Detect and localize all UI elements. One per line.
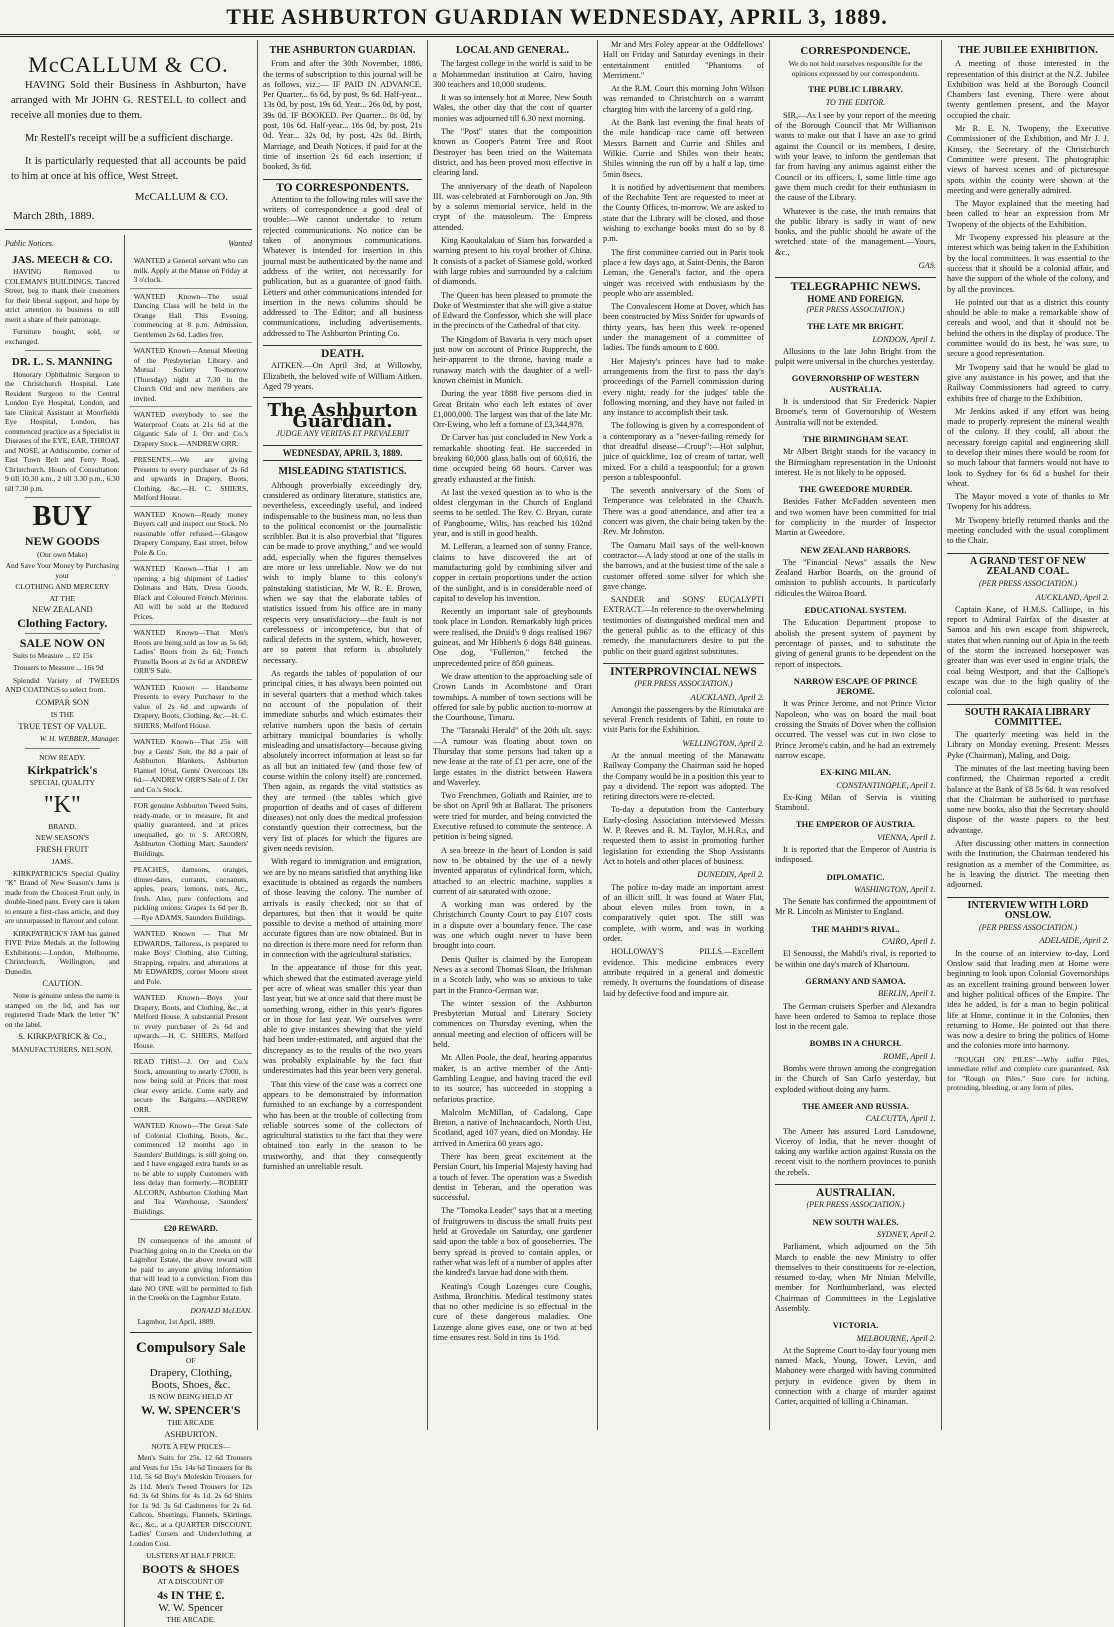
compulsory-boots-shoes: BOOTS & SHOES: [142, 1561, 240, 1576]
dateline: WASHINGTON, April 1.: [854, 884, 936, 894]
south-rakaia-paragraph: After discussing other matters in connection with the Institution, the Chairman tendered his resignation as a member of the Committee, as he is leaving the district. The meeting then adjourned.: [947, 839, 1109, 890]
editorial-paragraph: As regards the tables of population of our principal cities, it has always been pointed out in several quarters that a method which takes no account of the population of their immediate suburbs and which estimates their relative numbers upon the basis of certain arbitrary municipal boundaries is wholly misleading and unsatisfactory—because giving absolutely incorrect information at least so far as all but an initiated few (and those few of course within the colony itself) are concerned. Then again, as regards the vital statistics as they are termed (the tables which give proportion of deaths and of cases of different diseases) not only does the medical profession constantly question their correctness, but the very list of places for which the figures are given needs revision.: [263, 669, 422, 854]
news-item: M. Lefferan, a learned son of sunny France, claims to have discovered the art of manufacturing gold by combining silver and copper in certain proportions under the action of the sunlight, and is in considerable need of capital to develop his invention.: [433, 542, 592, 603]
kirk-title: Kirkpatrick's: [27, 763, 98, 778]
caution-title: CAUTION.: [42, 979, 83, 989]
news-item: The Queen has been pleased to promote the Duke of Westminster that she will give a statue of Edward the Confessor, which she will place in the precincts of the Cathedral of that city.: [433, 290, 592, 331]
cable-heading: EX-KING MILAN.: [820, 767, 891, 778]
kirk-text1: KIRKPATRICK'S Special Quality "K" Brand of New Season's Jams is made from the Choicest Fruit only, in double-lined pans. Every care is taken to ensure a first-class article, and they are unsurpassed in flavour and colour.: [5, 868, 120, 926]
manning-text: Honorary Ophthalmic Surgeon to the Christchurch Hospital. Late Resident Surgeon to the Central London Eye Hospital, London, and late Clinical Assistant at Moorfields Eye Hospital, London, has commenced practice as a Specialist in Diseases of the EYE, EAR, THROAT and NOSE, at Addiscombe, corner of East Town Belt and Ferry Road, Christchurch. Hours of Consultation: 9 till 10.30 a.m., 2 till 3.30 p.m., 6.30 till 7.30 p.m.: [5, 369, 120, 493]
rough-on-piles-ad: "ROUGH ON PILES"—Why suffer Piles, immediate relief and complete cure guaranteed. Ask for "Rough on Piles." Sure cure for itching, protruding, bleeding, or any form of piles.: [947, 1054, 1109, 1093]
wanted-ad: WANTED Known—That I am opening a big shipment of Ladies' Dolmans and Hats, Dress Goods, Black and Coloured French Merinos. All will be sold at the Reduced Prices.: [130, 561, 252, 625]
kirk-signature: S. KIRKPATRICK & Co.,: [18, 1032, 107, 1042]
news-item: HOLLOWAY'S PILLS.—Excellent evidence. This medicine embraces every attribute required in a general and domestic remedy. It overturns the foundations of disease laid by defective food and impure air.: [603, 947, 764, 998]
kirk-brand: BRAND.: [48, 821, 77, 831]
cable-heading: BOMBS IN A CHURCH.: [809, 1038, 902, 1049]
wanted-ad: WANTED Known—Annual Meeting of the Presbyterian Library and Mutual Society To-morrow (Thursday) night at 7.30 in the Church Old and new members are invited.: [130, 343, 252, 407]
editorial-paragraph: In the appearance of those for this year, which shewed that the estimated average yield per acre of wheat was smaller this year than last year, but we at once said that there must be something wrong, either in this year's figures or in those for last year. We ourselves were able to give instances shewing that the yield had been under-estimated, and argued that the discrepancy as to the results of the two years was probably explainable by the fact that underestimates had this year been very general.: [263, 963, 422, 1076]
news-item: The anniversary of the death of Napoleon III. was celebrated at Farnborough on Jan. 9th by a solemn memorial service, held in the crypt of the mausoleum. The Empress attended.: [433, 181, 592, 232]
jubilee-paragraph: Mr Twopeny briefly returned thanks and the meeting concluded with the usual compliment to the Chair.: [947, 515, 1109, 546]
compar-line2: IS THE: [50, 710, 74, 720]
letter-paragraph: Whatever is the case, the truth remains that the public library is sadly in want of new books, and the public should be aware of the wretched state of the management.—Yours, &c.,: [775, 206, 936, 257]
south-rakaia-paragraph: The minutes of the last meeting having been confirmed, the Chairman reported a credit balance at the Bank of £8 5s 6d. It was resolved that the Chairman be authorised to purchase some new books, also that the Secretary should dispose of the waste papers to the best advantage.: [947, 764, 1109, 835]
kirk-k-brand: "K": [43, 791, 81, 818]
dateline: WELLINGTON, April 2.: [682, 738, 764, 748]
dateline: DUNEDIN, April 2.: [697, 870, 764, 880]
mccallum-receipt-note: Mr Restell's receipt will be a sufficient discharge.: [25, 133, 233, 145]
compulsory-price-list: Men's Suits for 25s. 12 6d Trousers and Vests for 15s. 14s 6d Trousers for 8s 11d. 5s 6d Boy's Moleskin Trousers for 2s 11d. Men's Tweed Trousers for 12s 6d. 3s 6d Shirts for 4s 1d. 2s 6d Shirts for 1s 9d. 3s 6d Cashmeres for 2s 6d. Calicos, Sheetings, Flannels, Skirtings, &c., &c., at a QUARTER DISCOUNT. Ladies' Corsets and Underclothing at London Cost.: [129, 1453, 252, 1548]
jubilee-paragraph: A meeting of those interested in the representation of this district at the N.Z. Jubilee Exhibition was held at the Borough Council Chambers last evening. There were about twenty gentlemen present, and the Mayor occupied the chair.: [947, 59, 1109, 120]
sale-trousers: Trousers to Measure ... 16s 9d: [13, 663, 104, 673]
cable-text: The German cruisers Sperber and Alexandra have been ordered to Samoa to replace those lost in the recent gale.: [775, 1001, 936, 1032]
wanted-ad: WANTED Known—Ready money Buyers call and inspect our Stock. No reasonable offer refused.—Glasgow Drapery Company, East street, below Pole & Co.: [130, 507, 252, 562]
jubilee-title: THE JUBILEE EXHIBITION.: [958, 45, 1098, 56]
masthead: [0, 0, 1114, 37]
cable-text: Allusions to the late John Bright from the pulpit were universal in the churches yesterday.: [775, 346, 936, 367]
mccallum-notice: HAVING Sold their Business in Ashburton, have arranged with Mr JOHN G. RESTELL to collect and receive all monies due to them.: [11, 80, 246, 122]
cable-heading: THE LATE MR BRIGHT.: [807, 321, 904, 332]
news-item: At the Bank last evening the final heats of the mile handicap race came off between Messrs Barnett and Currie and Shiles and Wilkie. Currie and Shiles won their heats; Shiles winning the run off by a half a lap, time 5min 8secs.: [603, 118, 764, 179]
death-title: DEATH.: [263, 345, 422, 359]
cable-text: Mr Albert Bright stands for the vacancy in the Birmingham representation in the Unionist interest. He is not likely to be opposed.: [775, 447, 936, 477]
news-item: Denis Quilter is claimed by the European News as a second Thomas Sloan, the Irishman in a Scotch lady, who was so anxious to take part in the Franco-German war.: [433, 954, 592, 995]
manning-title: DR. L. S. MANNING: [11, 356, 113, 369]
dateline: VIENNA, April 1.: [877, 832, 936, 842]
buy-clothing: CLOTHING AND MERCERY: [15, 582, 110, 592]
news-item: Mr. Allen Poole, the deaf, hearing apparatus maker, is an active member of the Anti-Gambling League, and having traced the evil to its source, has succeeded in stopping a nefarious practice.: [433, 1053, 592, 1104]
dateline: ADELAIDE, April 2.: [1039, 936, 1109, 946]
news-item: At last the vexed question as to who is the oldest clergyman in the Church of England seems to be settled. The Rev. C. Bryan, curate of Pangbourne, Wilts, has reached his 102nd year, and is still in good health.: [433, 487, 592, 539]
cable-text: Besides Father McFadden seventeen men and two women have been committed for trial for complicity in the murder of Inspector Martin at Gweedore.: [775, 497, 936, 538]
cable-heading: GOVERNORSHIP OF WESTERN AUSTRALIA.: [791, 373, 920, 394]
mccallum-request: It is particularly requested that all accounts be paid to him at once at his office, West Street.: [11, 156, 246, 183]
reward-text: IN consequence of the amount of Poaching going on in the Creeks on the Lagmhor Estate, the above reward will be paid to anyone giving information that will lead to a conviction. From this date NO ONE will be permitted to fish in the Creeks on the Lagmhor Estate.: [129, 1236, 252, 1303]
sale-tweeds: Splendid Variety of TWEEDS AND COATINGS to select from.: [5, 675, 120, 695]
cable-text: Parliament, which adjourned on the 5th March to enable the new Ministry to offer themselves to their constituents for re-election, resumed to-day, when Mr Ninian Melville, member for Northumberland, was elected Chairman of Committees in the Legislative Assembly.: [775, 1242, 936, 1313]
column-correspondence-telegraphic: [770, 40, 942, 1430]
news-item: The Kingdom of Bavaria is very much upset just now on account of Prince Rupprecht, the heir-apparent to the throne, having made a runaway match with the daughter of a well-known chemist in Munich.: [433, 334, 592, 385]
jubilee-paragraph: Mr R. E. N. Twopeny, the Executive Commissioner of the Exhibition, and Mr J. J. Kinsey, the Secretary of the Christchurch Committee were present. The photographic views of harvest scenes and of picturesque spots within the county were shown at the meeting and were generally admired.: [947, 124, 1109, 195]
news-item: Dr Carver has just concluded in New York a remarkable shooting feat. He succeeded in breaking 60,000 glass balls out of 60,616, the time occupied being 68 hours. Carver was greatly exhausted at the finish.: [433, 433, 592, 484]
to-the-editor: TO THE EDITOR.: [825, 97, 886, 107]
sale-title: SALE NOW ON: [19, 635, 105, 650]
letter-paragraph: SIR,—As I see by your report of the meeting of the Borough Council that Mr Williamson wants to make out that I have an axe to grind against the Council or its members, I desire, with your leave, to inform the gentleman that far from having any animus against either the Council or its officers, I, some little time ago gave them much credit for their enthusiasm in the cause of the Library.: [775, 110, 936, 203]
coal-text: Captain Kane, of H.M.S. Calliope, in his report to Admiral Fairfax of the disaster at Samoa and his own escape from shipwreck, states that when running out of Apia in the teeth of the storm the increased horsepower was greater than was ever used in engine trials, the coal being Westport, and that the Calliope's escape was due to the high quality of the colonial coal.: [947, 604, 1109, 697]
news-item: During the year 1888 five persons died in Great Britain who each left estates of over £1,000,000. The largest was that of the late Mr. Orr-Ewing, who left a fortune of £3,344,978.: [433, 389, 592, 430]
mccallum-title: McCALLUM & CO.: [28, 52, 229, 77]
paper-date: WEDNESDAY, APRIL 3, 1889.: [263, 445, 422, 461]
news-item: Malcolm McMillan, of Cadalong, Cape Breton, a native of Inchnacardoch, North Uist, Scotland, aged 107 years, died on Monday. He arrived in America 60 years ago.: [433, 1107, 592, 1148]
now-ready: NOW READY.: [39, 752, 86, 762]
wanted-ad: WANTED a General servant who can milk. Apply at the Manse on Friday at 3 o'clock.: [130, 253, 252, 289]
news-item: Amongst the passengers by the Rimutaka are several French residents of Tahiti, en route to visit Paris for the Exhibition.: [603, 704, 764, 735]
subscription-terms: From and after the 30th November, 1886, the terms of subscription to this journal will be as follows, viz.:— IF PAID IN ADVANCE. Per Quarter... 6s 6d, by post, 9s 6d. Half-year... 13s 0d, by post, 19s 6d. Year... 26s 0d, by post, 39s 0d. IF BOOKED. Per Quarter... 8s 0d, by post, 10s 6d. Half-year... 16s 0d, by post, 21s 0d. Year... 32s 0d, by post, 42s 0d. Birth, Marriage, and Death Notices, if paid for at the time of insertion 2s 6d each insertion; if booked, 3s 6d.: [263, 59, 422, 172]
column-jubilee-exhibition: [942, 40, 1114, 1430]
dateline: AUCKLAND, April 2.: [1035, 592, 1109, 602]
buy-new-zealand: NEW ZEALAND: [32, 605, 93, 615]
compulsory-signature: W. W. Spencer: [158, 1602, 224, 1615]
section-label-public-notices: Public Notices.: [5, 238, 54, 248]
wanted-ad: WANTED Known—Boys your Drapery, Boots, and Clothing, &c., at Melford House. A substantial Present to every purchaser of 2s 6d and upwards.—H. C. SHIERS, Melford House.: [130, 990, 252, 1054]
kirk-special: SPECIAL QUALITY: [29, 778, 95, 788]
wanted-ad: WANTED Known—That 25s will buy a Gents' Suit, the 8d a pair of Ashburton Blankets, Ashburton Flannel 10½d, Gents' Overcoats 18s 6d.—ANDREW ORR'S Sale of J. Orr and Co.'s Stock.: [130, 734, 252, 798]
buy-save-money: And Save Your Money by Purchasing your: [5, 561, 119, 580]
south-rakaia-paragraph: The quarterly meeting was held in the Library on Monday evening. Present: Messrs Pyke (Chairman), Maling, and Doig.: [947, 730, 1109, 760]
compulsory-of: OF: [186, 1356, 196, 1366]
news-item: The largest college in the world is said to be a Mohammedan institution at Cairo, having 300 teachers and 10,000 students.: [433, 59, 592, 89]
dateline: CONSTANTINOPLE, April 1.: [836, 780, 936, 790]
mccallum-date: March 28th, 1889.: [13, 209, 95, 222]
news-item: The following is given by a correspondent of a contemporary as a "never-failing remedy for that dreadful disease—Croup":—Hot sulphur, juice of quicklime, 1oz of cream of tartar, well mixed. For a child a teaspoonful; for a grown person a tablespoonful.: [603, 421, 764, 482]
jubilee-paragraph: He pointed out that as a district this county should be able to make a remarkable show of cereals and wool, and that it should not be behind the others in the display of produce. The committee would do its best, he was sure, to secure a good representation.: [947, 297, 1109, 359]
wanted-ad: PRESENTS.—We are giving Presents to every purchaser of 2s 6d and upwards in Drapery, Boots, Clothing, &c.—H. C. SHIERS, Melford House.: [130, 452, 252, 507]
cable-heading: NEW ZEALAND HARBORS.: [800, 544, 911, 555]
compulsory-ashburton: ASHBURTON.: [164, 1429, 218, 1439]
section-label-wanted: Wanted: [228, 238, 252, 248]
buy-at-the: AT THE: [49, 593, 75, 603]
cable-heading: GERMANY AND SAMOA.: [805, 975, 906, 986]
correspondents-text: Attention to the following rules will save the writers of correspondence a good deal of trouble:—We cannot undertake to return rejected communications. No notice can be taken of anonymous communications. Whatever is intended for insertion in this journal must be authenticated by the name and address of the writer, not necessarily for publication, but as a guarantee of good faith. Letters and other communications intended for insertion in the news columns should be addressed to The Editor; and all business communications, including advertisements, addressed to The Ashburton Printing Co.: [263, 194, 422, 338]
compar-line1: COMPAR SON: [35, 697, 90, 707]
wanted-ad: WANTED Known — Handsome Presents to every Purchaser to the value of 2s 6d and upwards of Drapery, Boots, Clothing, &c.—H. C. SHIERS, Melford House.: [130, 680, 252, 735]
nsw-heading: NEW SOUTH WALES.: [812, 1216, 899, 1227]
interprovincial-press: (PER PRESS ASSOCIATION.): [634, 679, 733, 689]
jubilee-paragraph: Mr Jenkins asked if any effort was being made to properly represent the mineral wealth of the colony. If they could, all about the necessary foreign capital and engineering skill to develop their mines there would be room for so much labour that farmers would not have to look to Sydney for 6s 6d a bushel for their wheat.: [947, 406, 1109, 488]
column-editorial: [258, 40, 428, 1430]
wanted-ad: WANTED Known—The Great Sale of Colonial Clothing, Boots, &c., commenced 12 months ago in Saunders' Buildings, is still going on, and I have engaged extra hands so as to be able to supply Customers with less delay than formerly.—ROBERT ALCORN, Ashburton Clothing Mart and Tea Warehouse, Saunders' Buildings.: [130, 1118, 252, 1220]
news-item: A sea breeze in the heart of London is said now to be obtained by the use of a newly invented apparatus of cylindrical form, which, attached to an electric machine, supplies a current of air saturated with ozone.: [433, 845, 592, 896]
column-local-general: [428, 40, 598, 1430]
victoria-heading: VICTORIA.: [832, 1320, 879, 1331]
cable-text: The Senate has confirmed the appointment of Mr R. Lincoln as Minister to England.: [775, 897, 936, 917]
paper-title: The Ashburton Guardian.: [267, 400, 418, 432]
news-item: At the R.M. Court this morning John Wilson was remanded to Christchurch on a warrant charging him with the larceny of a gold ring.: [603, 84, 764, 114]
cable-heading: THE AMEER AND RUSSIA.: [802, 1100, 909, 1111]
reward-date: Lagmhor, 1st April, 1889.: [137, 1317, 216, 1327]
news-item: There has been great excitement at the Persian Court, his Imperial Majesty having had a touch of fever. The operation was a Swedish dentist in Teheran, and the operation was successful.: [433, 1151, 592, 1203]
dateline: ROME, April 1.: [883, 1051, 936, 1061]
editorial-paragraph: Although proverbially exceedingly dry, considered as ordinary literature, statistics are, nevertheless, exceedingly useful, and indeed indispensable to the business man, no less than to the political economist or the journalistic scribbler. But it is also proverbial that "figures can be made to prove anything," and we would add, especially when the figures themselves are more or less unreliable. Now we do not wish to imply blame to this colony's painstaking statistician, Mr W. R. E. Brown, when we say that the elaborate tables of statistics issued from his office are in many respects very unsatisfactory—the fault is not carelessness or incompetence, but that of radical defects in the system, which, however, are so patent that reform is absolutely necessary.: [263, 480, 422, 665]
news-item: Keating's Cough Lozenges cure Coughs, Asthma, Bronchitis. Medical testimony states that no other medicine is so effectual in the cure of these dangerous maladies. One Lozenge alone gives ease, one or two at bed time ensures rest. Sold in tins 1s 1½d.: [433, 1281, 592, 1343]
buy-headline: BUY: [32, 501, 92, 533]
interview-title: INTERVIEW WITH LORD ONSLOW.: [947, 897, 1109, 922]
cable-heading: NARROW ESCAPE OF PRINCE JEROME.: [793, 675, 918, 697]
australian-press: (PER PRESS ASSOCIATION.): [806, 1200, 905, 1210]
buy-clothing-factory: Clothing Factory.: [17, 616, 108, 631]
cable-text: It was Prince Jerome, and not Prince Victor Napoleon, who was on board the mail boat crossing the Straits of Dover when the collision occurred. The vessel was cut in two close to Prince Jerome's cabin, and he had an extremely narrow escape.: [775, 699, 936, 760]
dateline: CAIRO, April 1.: [881, 937, 936, 947]
news-item: The "Post" states that the composition known as Cooper's Patent Tree and Root Destroyer has been tried on the Waitemata district, and has been proved most effective in clearing land.: [433, 127, 592, 178]
dateline: MELBOURNE, April 2.: [856, 1333, 936, 1343]
death-notice: AITKEN.—On April 3rd, at Willowby, Elizabeth, the beloved wife of William Aitken. Aged 79 years.: [263, 361, 422, 391]
guardian-header: THE ASHBURTON GUARDIAN.: [269, 45, 416, 56]
news-item: Recently an important sale of greyhounds took place in London. Remarkably high prices were realised, the Druid's 9 dogs realised 1967 guineas, and Mr Hibbert's 6 dogs 848 guineas. One dog, "Fullerton," fetched the unprecedented price of 850 guineas.: [433, 607, 592, 668]
cable-text: Bombs were thrown among the congregation in the Church of San Carlo yesterday, but exploded without doing any harm.: [775, 1064, 936, 1094]
news-item: SANDER and SONS' EUCALYPTI EXTRACT.—In reference to the overwhelming testimonies of distinguished medical men and the general public as to the efficacy of this remedy, the manufacturers desire to put the public on their guard against substitutes.: [603, 595, 764, 656]
cable-heading: THE BIRMINGHAM SEAT.: [802, 433, 909, 444]
dateline: SYDNEY, April 2.: [876, 1229, 936, 1239]
news-item: The "Tomoka Leader" says that at a meeting of fruitgrowers to discuss the small fruits pest held at Grovedale on Saturday, one gardener said upon the table a box of gooseberries. The berry spread is proved to contain apples, or rather what was left of a number of apples after the kindred's larvae had done with them.: [433, 1206, 592, 1278]
correspondence-disclaimer: We do not hold ourselves responsible for the opinions expressed by our correspondents.: [788, 59, 923, 78]
cable-text: The Education Department propose to abolish the present system of payment by percentage of passes, and to substitute the giving of general grants to be dependent on the report of inspectors.: [775, 618, 936, 669]
paper-motto: JUDGE ANY VERITAS ET PREVALEBIT: [276, 428, 409, 438]
cable-text: The "Financial News" assails the New Zealand Harbor Boards, on the ground of omission to publish accounts. It particularly ridicules the Wairoa Board.: [775, 557, 936, 598]
cable-heading: DIPLOMATIC.: [826, 871, 885, 882]
cable-text: At the Supreme Court to-day four young men named Mack, Young, Tower, Levin, and Mahoney were charged with having committed perjury in evidence given by them in connection with a charge of murder against Carter, acquitted of killing a Chinaman.: [775, 1345, 936, 1407]
correspondents-title: TO CORRESPONDENTS.: [263, 179, 422, 193]
news-item: The seventh anniversary of the Sons of Temperance was celebrated in the Church. There was a good attendance, and after tea a concert was given, the chair being taken by the Rev. Mr Johnston.: [603, 486, 764, 537]
kirk-text2: KIRKPATRICK'S JAM has gained FIVE Prize Medals at the following Exhibitions:—London, Melbourne, Christchurch, Wellington, and Dunedin.: [5, 928, 120, 976]
meech-footer: Furniture bought, sold, or exchanged.: [5, 327, 120, 346]
cable-text: It is understood that Sir Frederick Napier Broome's term of Governorship of Western Australia will not be extended.: [775, 397, 936, 427]
dateline: AUCKLAND, April 2.: [690, 692, 764, 702]
cable-heading: THE MAHDI'S RIVAL.: [811, 923, 900, 934]
dateline: CALCUTTA, April 1.: [865, 1114, 936, 1124]
news-item: We draw attention to the approaching sale of Crown Lands in Acombstone and Orari townships. A number of town sections will be offered for sale by public auction to-morrow at the Courthouse, Timaru.: [433, 671, 592, 723]
subcolumn-public-notices: [5, 235, 124, 1627]
wanted-ad: FOR genuine Ashburton Tweed Suits, ready-made, or to measure, fit and quality guaranteed, and at prices unequalled, go to S. ARCORN, Ashburton Clothing Mart, Saunders' Buildings.: [130, 798, 252, 862]
home-foreign: HOME AND FOREIGN.: [807, 293, 904, 304]
kirk-jams: JAMS.: [51, 857, 73, 867]
correspondence-title: CORRESPONDENCE.: [800, 45, 911, 57]
news-item: The first committee carried out in Paris took place a few days ago, at Saint-Denis, the Baron Leman, the General's factor, and the opera singer was received with enthusiasm by the people who are assembled.: [603, 247, 764, 298]
jubilee-paragraph: Mr Twopeny said that he would be glad to give any assistance in his power, and that the Railway Commissioners had agreed to carry exhibits free of charge to the Exhibition.: [947, 362, 1109, 403]
cable-heading: EDUCATIONAL SYSTEM.: [804, 605, 907, 616]
caution-text: None is genuine unless the name is stamped on the lid, and has our registered Trade Mark the letter "K" on the label.: [5, 991, 120, 1029]
jubilee-paragraph: The Mayor moved a vote of thanks to Mr Twopeny for his address.: [947, 492, 1109, 512]
compulsory-drapery: Drapery, Clothing,: [149, 1366, 232, 1379]
dateline: BERLIN, April 1.: [877, 989, 936, 999]
buy-new-goods: NEW GOODS: [24, 534, 100, 549]
editorial-paragraph: With regard to immigration and emigration, we are by no means satisfied that anything like exactitude is obtained as regards the numbers of those leaving the colony. The number of arrivals is easily checked; not so that of departures, but then that it would be quite possible to devise a method of attaining more accurate figures than are now obtained. But in no direction is there more need for reform than in connection with the agricultural statistics.: [263, 857, 422, 960]
news-item: Two Frenchmen, Goliath and Rainier, are to be shot on April 9th at Ballarat. The prisoners were tried for murder, and being convicted the Executive refused to commute the sentence. A petition is being signed.: [433, 791, 592, 842]
column-local-continued: [598, 40, 770, 1430]
south-rakaia-title: SOUTH RAKAIA LIBRARY COMMITTEE.: [947, 704, 1109, 729]
buy-own-make: (Our own Make): [37, 549, 88, 559]
news-item: The Convalescent Home at Dover, which has been constructed by Miss Snider for upwards of thirty years, has been this week re-opened under the management of a committee of ladies. The funds amount to £ 600.: [603, 302, 764, 353]
interview-text: In the course of an interview to-day, Lord Onslow said that leading men at Home were beginning to look upon Colonial Governorships as an excellent training ground between lower and higher political offices of the Empire. The idea he added, is for a man to begin political life at Home, continue it in the Colonies, then returning to Home. He pointed out that there was now a desire to bring the politics of Home and the colonies more into harmony.: [947, 948, 1109, 1051]
compulsory-rate: 4s IN THE £.: [157, 1587, 225, 1602]
coal-press: (PER PRESS ASSOCIATION.): [979, 579, 1077, 589]
cable-heading: THE EMPEROR OF AUSTRIA.: [795, 819, 916, 830]
interprovincial-title: INTERPROVINCIAL NEWS: [603, 663, 764, 677]
jubilee-paragraph: The Mayor explained that the meeting had been called to hear an expression from Mr Twopeny of the objects of the Exhibition.: [947, 199, 1109, 229]
news-item: At the annual meeting of the Manawatu Railway Company the Chairman said he hoped the Company would be in a position this year to pay a dividend. The report was adopted. The retiring directors were re-elected.: [603, 751, 764, 802]
dateline: LONDON, April 1.: [872, 334, 936, 344]
compulsory-held: IS NOW BEING HELD AT: [149, 1392, 233, 1402]
wanted-ad: WANTED Known—The usual Dancing Class will be held in the Orange Hall This Evening, commencing at 8 p.m. Admission, Gentlemen 2s 6d. Ladies free.: [130, 289, 252, 344]
news-item: It was so intensely hot at Moree, New South Wales, the other day that the cost of quarter monies was adjourned till 6.30 next morning.: [433, 93, 592, 123]
telegraphic-press: (PER PRESS ASSOCIATION.): [806, 304, 905, 314]
cable-text: El Senoussi, the Mahdi's rival, is reported to be within one day's march of Khartoum.: [775, 949, 936, 969]
news-item: It is notified by advertisement that members of the Rechabite Tent are requested to meet at the County Offices, to-morrow. We are asked to state that the Library will be closed, and those wishing to exchange books must do so by 8 p.m.: [603, 182, 764, 244]
kirk-season: NEW SEASON'S: [35, 833, 90, 843]
webber-signature: W. H. WEBBER, Manager.: [39, 734, 120, 744]
kirk-manufacturers: MANUFACTURERS, NELSON.: [11, 1044, 113, 1054]
news-item: Mr and Mrs Foley appear at the Oddfellows' Hall on Friday and Saturday evenings in their entertainment entitled "Phantoms of Merriment.": [603, 40, 764, 80]
reward-title: £20 REWARD.: [163, 1224, 218, 1234]
wanted-ad: WANTED Known—That Men's Boots are being sold as low as 5s 6d; Ladies' Boots from 2s 6d; French Prunella Boots at 2s 6d at ANDREW ORR'S Sale.: [130, 625, 252, 680]
wanted-ad: PEACHES, damsons, oranges, dinner-dates, currants, cocoanuts, apples, pears, lemons, nuts, &c., fresh. Also, pure confections and pickling onions. Grapes 1s 6d per lb.—Rye ADAMS, Saunders Buildings.: [130, 862, 252, 926]
cable-text: The Ameer has assured Lord Lansdowne, Viceroy of India, that he never thought of taking any warlike action against Russia on the recent visit to the northern provinces to punish the rebels.: [775, 1126, 936, 1177]
jubilee-paragraph: Mr Twopeny expressed his pleasure at the interest which was being taken in the Exhibition by the local committees. It was essential to the success that it should be a colonial affair, and have the support of the whole of the colony, and by all the provinces.: [947, 233, 1109, 294]
news-item: King Kaoukalakau of Siam has forwarded a warning present to his royal brother of China. It consists of a packet of Siamese gold, worked with large rubies and surrounded by a calcium of diamonds.: [433, 236, 592, 287]
compulsory-spencer: W. W. SPENCER'S: [141, 1402, 241, 1417]
cable-text: Ex-King Milan of Servia is visiting Stamboul.: [775, 792, 936, 813]
news-item: The Oamaru Mail says of the well-known contractor—A lady stood at one of the stalls in the barrows, and at the busiest time of the sale a customer offered some silver for which she gave change.: [603, 540, 764, 591]
compulsory-sale-title: Compulsory Sale: [136, 1339, 246, 1356]
telegraphic-title: TELEGRAPHIC NEWS.: [775, 277, 936, 291]
kirk-fresh-fruit: FRESH FRUIT: [36, 844, 89, 854]
compulsory-discount: AT A DISCOUNT OF: [157, 1577, 225, 1587]
compulsory-boots: Boots, Shoes, &c.: [151, 1379, 231, 1392]
cable-text: It is reported that the Emperor of Austria is indisposed.: [775, 845, 936, 865]
sale-suits: Suits to Measure ... £2 15s: [13, 650, 93, 660]
news-item: Her Majesty's princes have had to make arrangements from the first to pass the day's proceedings of the Parnell commission during every night, ready for the judges' table the following morning, and they have not failed in any instance to accomplish their task.: [603, 356, 764, 418]
compulsory-arcade: THE ARCADE: [167, 1418, 215, 1428]
editorial-title: MISLEADING STATISTICS.: [278, 466, 407, 478]
news-item: The "Taranaki Herald" of the 20th ult. says:—A rumour was floating about town on Thursday that some persons had taken up a new lease at the rate of £1 per acre, one of the large estates in the district between Hawera and Waverley.: [433, 726, 592, 787]
mccallum-signature: McCALLUM & CO.: [134, 191, 228, 204]
public-library-title: THE PUBLIC LIBRARY.: [808, 84, 903, 95]
news-item: The winter session of the Ashburton Presbyterian Mutual and Literary Society commences on Thursday evening, when the annual meeting and election of officers will be held.: [433, 998, 592, 1050]
letter-signature: GAS.: [918, 261, 936, 271]
coal-test-title: A GRAND TEST OF NEW ZEALAND COAL.: [947, 553, 1109, 578]
meech-text: HAVING Removed to COLEMAN'S BUILDINGS, Tancred Street, beg to thank their customers for their liberal support, and hope by strict attention to business to still merit a share of their patronage.: [5, 267, 120, 324]
compulsory-prices-label: NOTE A FEW PRICES—: [151, 1441, 231, 1451]
editorial-paragraph: That this view of the case was a correct one appears to be demonstrated by information furnished to an exchange by a correspondent who has been at the trouble of collecting from reliable sources some of the collectors of agricultural statistics to the fact that they were obtained too early in the season to be trustworthy, and that they consequently furnished an unreliable result.: [263, 1079, 422, 1171]
cable-heading: THE GWEEDORE MURDER.: [798, 484, 913, 495]
compulsory-ulsters: ULSTERS AT HALF PRICE.: [146, 1551, 236, 1561]
interview-press: (PER PRESS ASSOCIATION.): [979, 923, 1077, 933]
wanted-ad: WANTED everybody to see the Waterproof Coats at 21s 6d at the Gigantic Sale of J. Orr and Co.'s Drapery Stock.—ANDREW ORR.: [130, 407, 252, 452]
local-general-title: LOCAL AND GENERAL.: [455, 45, 570, 56]
news-item: To-day a deputation from the Canterbury Early-closing Association interviewed Messrs W. P. Reeves and R. M. Taylor, M.H.R.s, and requested them to assist in promoting further legislation for extending the Shop Assistants Act to hotels and other places of business.: [603, 805, 764, 866]
compulsory-arcade-footer: THE ARCADE.: [166, 1615, 216, 1625]
wanted-ad: WANTED Known — That Mr EDWARDS, Tailoress, is prepared to make Boys' Clothing, also Cutting, Strapping, repairs, and alterations at Mr EDWARDS, corner Moore street and Pole.: [130, 926, 252, 990]
meech-title: JAS. MEECH & CO.: [12, 254, 113, 267]
news-item: A working man was ordered by the Christchurch County Court to pay £107 costs in a dispute over a boundary fence. The case was one which ought never to have been brought into court.: [433, 900, 592, 951]
australian-title: AUSTRALIAN.: [775, 1184, 936, 1198]
reward-signature: DONALD McLEAN.: [190, 1305, 252, 1315]
compar-line3: TRUE TEST OF VALUE.: [18, 721, 107, 731]
subcolumn-wanted: [124, 235, 252, 1627]
column-advertisements-left: [0, 40, 258, 1625]
newspaper-title: THE ASHBURTON GUARDIAN WEDNESDAY, APRIL 3, 1889.: [226, 4, 888, 29]
news-item: The police to-day made an important arrest of an illicit still. It was found at Water Flat, about eleven miles from town, in a comparatively quiet spot. The still was complete, with worm, and was in working order.: [603, 882, 764, 944]
wanted-ad: READ THIS!—J. Orr and Co.'s Stock, amounting to nearly £7000, is now being sold at Prices that must clear every article. Come early and secure the Bargains.—ANDREW ORR.: [130, 1054, 252, 1118]
